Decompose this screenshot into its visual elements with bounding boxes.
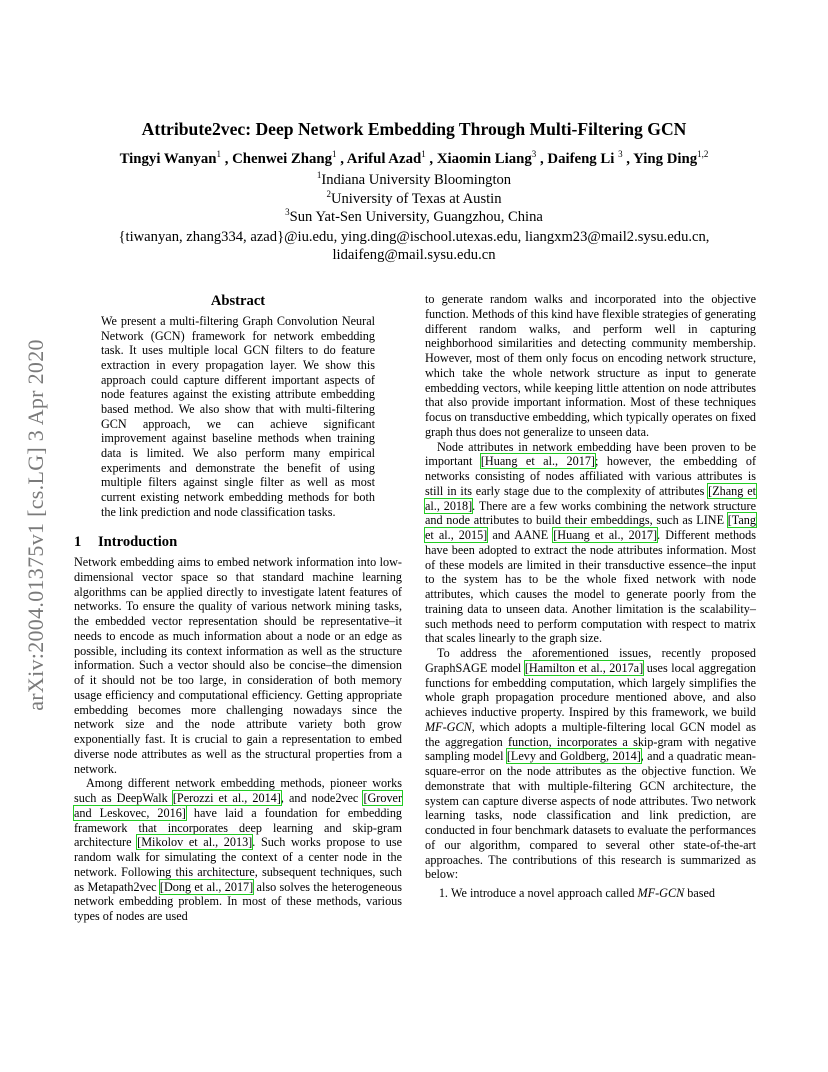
affiliation: $^1$Indiana University Bloomington xyxy=(316,170,512,188)
intro-paragraph-1: Network embedding aims to embed network information into low-dimensional vector space so that standard machine learning algorithms can be applied directly to investigate latent features of networks. To ensure the quality of various network mining tasks, the embedded vector representation should be representative–it needs to encode as much information about a node or an edge as possible, including its context information as well as the structure information. Such a vector should also be concise–the dimension of it should not be too large, in consideration of both memory usage efficiency and computational efficiency. Getting appropriate embedding becomes more challenging nowadays since the network size and the node attribute variety both grow exponentially fast. It is crucial to gain a representation to embed diverse node attributes as well as the structural properties from a network. xyxy=(74,555,402,776)
citation-link[interactable]: [Grover and Leskovec, 2016] xyxy=(74,791,403,820)
paper-title: Attribute2vec: Deep Network Embedding Through Multi-Filtering GCN xyxy=(141,119,687,139)
intro-paragraph-5: To address the aforementioned issues, recently proposed GraphSAGE model [Hamilton et al., 2017a] uses local aggregation functions for embedding computation, which largely simplifies the whole graph propagation procedure mentioned above, and also achieves inductive property. Inspired by this framework, we build MF-GCN, which adopts a multiple-filtering local GCN model as the aggregation function, incorporates a skip-gram with negative sampling model [Levy and Goldberg, 2014], and a quadratic mean-square-error on the node attributes as the objective function. We demonstrate that with multiple-filtering GCN architecture, the system can capture diverse aspects of node attributes. Two network learning tasks, node classification and link prediction, are conducted in four benchmark datasets to evaluate the performances of our algorithm, compared to several other state-of-the-art approaches. The contributions of this research is summarized as below: xyxy=(425,646,757,882)
abstract-heading: Abstract xyxy=(210,293,266,309)
author: Xiaomin Liang$^3$ xyxy=(436,149,537,167)
author-emails: {tiwanyan, zhang334, azad}@iu.edu, ying.ding@ischool.utexas.edu, liangxm23@mail2.sysu.edu.cn, lidaifeng@mail.sysu.edu.cn xyxy=(118,228,710,263)
contributions-list xyxy=(425,886,756,901)
abstract-text: We present a multi-filtering Graph Convolution Neural Network (GCN) framework for network embedding task. It uses multiple local GCN filters to do feature extraction in every propagation layer. We show this approach could capture different important aspects of node features against the existing attribute embedding based method. We also show that with multi-filtering GCN approach, we can achieve significant improvement against baseline methods when training data is limited. We also perform many empirical experiments and demonstrate the benefit of using multiple filters against single filter as well as most current existing network embedding methods for both the link prediction and node classification tasks. xyxy=(101,314,375,519)
author-list: Tingyi Wanyan$^1$ , Chenwei Zhang$^1$ , Ariful Azad$^1$ , Xiaomin Liang$^3$ , Daifeng Li $^3$ , Ying Ding$^{1,2}$ xyxy=(119,149,709,167)
list-item: 1. We introduce a novel approach called MF-GCN based xyxy=(451,886,756,901)
affiliation: $^3$Sun Yat-Sen University, Guangzhou, China xyxy=(285,207,543,225)
citation-link[interactable]: [Huang et al., 2017] xyxy=(553,528,658,542)
arxiv-watermark-text: arXiv:2004.01375v1 [cs.LG] 3 Apr 2020 xyxy=(23,339,48,711)
citation-link[interactable]: [Mikolov et al., 2013] xyxy=(137,835,253,850)
citation-link[interactable]: [Zhang et al., 2018] xyxy=(425,483,756,513)
author: Ying Ding$^{1,2}$ xyxy=(633,149,709,167)
paper-header xyxy=(60,118,768,265)
citation-link[interactable]: [Perozzi et al., 2014] xyxy=(172,791,281,806)
intro-paragraph-4: Node attributes in network embedding have been proven to be important [Huang et al., 2017]; however, the embedding of networks consisting of nodes affiliated with various attributes is still in its early stage due to the complexity of attributes [Zhang et al., 2018]. There are a few works combining the network structure and node attributes to build their embeddings, such as LINE [Tang et al., 2015] and AANE [Huang et al., 2017]. Different methods have been adopted to extract the node attributes information. Most of these models are limited in their transductive essence–the input to the system has to be the whole fixed network with node attributes, which causes the model to generate poorly from the training data to unseen data. Another limitation is the scalability–such methods need to perform computation with respect to matrix that scales linearly to the graph size. xyxy=(425,439,756,646)
citation-link[interactable]: [Hamilton et al., 2017a] xyxy=(524,660,644,675)
citation-link[interactable]: [Huang et al., 2017] xyxy=(480,454,595,469)
author: Daifeng Li $^3$ xyxy=(547,149,623,167)
intro-paragraph-2: Among different network embedding methods, pioneer works such as DeepWalk [Perozzi et al., 2014], and node2vec [Grover and Leskovec, 2016] have laid a foundation for embedding framework that incorporates deep learning and skip-gram architecture [Mikolov et al., 2013]. Such works propose to use random walk for simulating the context of a center node in the network. Following this architecture, subsequent techniques, such as Metapath2vec [Dong et al., 2017] also solves the heterogeneous network embedding problem. In most of these methods, various types of nodes are used xyxy=(74,776,403,924)
citation-link[interactable]: [Tang et al., 2015] xyxy=(425,513,756,542)
intro-paragraph-3: to generate random walks and incorporated into the objective function. Methods of this kind have flexible strategies of generating different random walks, and perform well in capturing neighborhood similarities and detecting community membership. However, most of them only focus on encoding network structure, which take the whole network structure as input to generate embedding vectors, while keeping little attention on node attributes that also provide important information. Most of these techniques focus on transductive embedding, which typically operates on fixed graph thus does not generalize to unseen data. xyxy=(425,292,757,439)
affiliation: $^2$University of Texas at Austin xyxy=(326,188,502,207)
citation-link[interactable]: [Dong et al., 2017] xyxy=(159,879,254,894)
right-column xyxy=(425,292,756,901)
arxiv-watermark xyxy=(22,290,50,760)
author: Tingyi Wanyan$^1$ xyxy=(119,149,221,167)
left-column xyxy=(74,292,402,924)
author: Ariful Azad$^1$ xyxy=(346,149,426,167)
citation-link[interactable]: [Levy and Goldberg, 2014] xyxy=(506,749,641,764)
author: Chenwei Zhang$^1$ xyxy=(232,149,337,167)
section-heading-introduction: 1 Introduction xyxy=(74,534,178,551)
